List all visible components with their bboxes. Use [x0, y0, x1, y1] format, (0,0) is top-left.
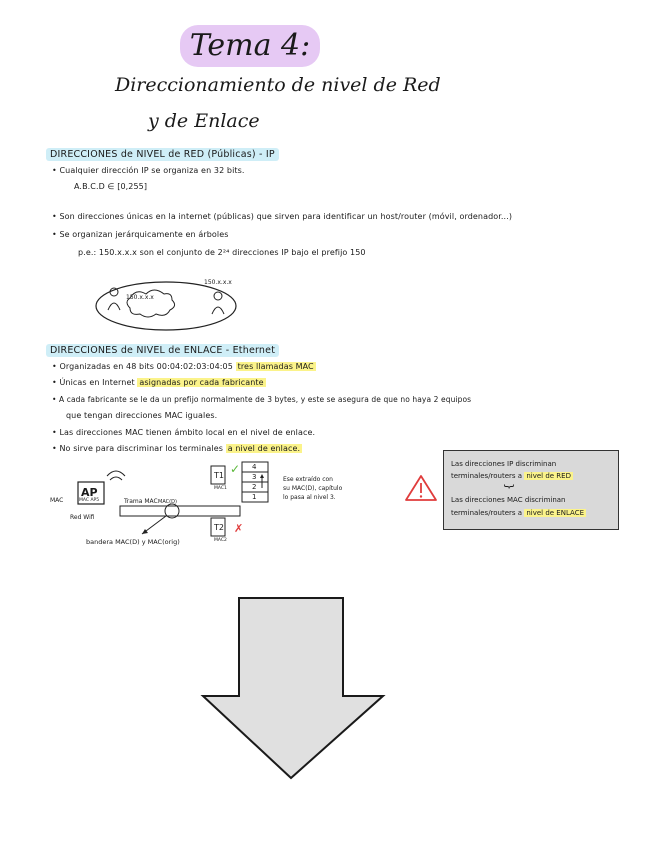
t2-label: T2: [214, 523, 224, 532]
cloud-label: 150.x.x.x: [204, 279, 232, 286]
ip-cloud-diagram: [88, 276, 258, 338]
mac-line-5: • Las direcciones MAC tienen ámbito local en el nivel de enlace.: [52, 428, 315, 437]
note-line-1-b: discriminan: [515, 460, 557, 468]
note-line-4-a: terminales/routers a: [451, 509, 523, 517]
stack-up-arrow-head: [260, 474, 264, 478]
person-icon-left: [108, 288, 120, 310]
note-line-3: [451, 496, 566, 504]
note-line-2: [451, 472, 573, 480]
t1-sub-label: MAC1: [214, 486, 227, 491]
mac-line-3: • A cada fabricante se le da un prefijo normalmente de 3 bytes, y este se asegura de que no haya 2 equipos: [52, 395, 471, 404]
note-brace: }: [503, 483, 516, 490]
stack-layer-3: 3: [252, 473, 257, 481]
mac-side-label: MAC: [50, 497, 64, 504]
note-line-2-a: terminales/routers a: [451, 472, 523, 480]
stack-layer-1: 1: [252, 493, 257, 501]
bottom-mac-label: bandera MAC(D) y MAC(orig): [86, 538, 180, 546]
mac-line-6-text: No sirve para discriminar los terminales: [59, 444, 224, 453]
frame-sub-label: MAC(D): [158, 499, 177, 505]
section-heading-mac: DIRECCIONES de NIVEL de ENLACE - Ethernet: [46, 344, 279, 357]
ip-line-4: • Se organizan jerárquicamente en árboles: [52, 230, 229, 239]
mac-line-2-text: Únicas en Internet: [59, 378, 135, 387]
t1-label: T1: [214, 471, 224, 480]
note-line-3-b: discriminan: [524, 496, 566, 504]
stack-layer-4: 4: [252, 463, 257, 471]
stack-note-1: Ese extraído con: [283, 476, 333, 483]
person-icon-right: [212, 292, 224, 314]
mac-line-1-text: Organizadas en 48 bits 00:04:02:03:04:05: [59, 362, 233, 371]
stack-layer-2: 2: [252, 483, 257, 491]
note-line-1: [451, 460, 556, 468]
mac-line-2-highlight: asignadas por cada fabricante: [139, 378, 264, 387]
ip-line-3: • Son direcciones únicas en la internet (públicas) que sirven para identificar un host/router (móvil, ordenador...): [52, 212, 512, 221]
ip-line-2: A.B.C.D ∈ [0,255]: [74, 182, 148, 191]
t2-sub-label: MAC2: [214, 538, 227, 543]
mac-line-4: que tengan direcciones MAC iguales.: [66, 411, 218, 420]
note-line-4-highlight: nivel de ENLACE: [526, 509, 584, 517]
ap-label: AP: [81, 486, 98, 499]
stack-note-3: lo pasa al nivel 3.: [283, 494, 336, 501]
warning-triangle-icon: [404, 474, 438, 502]
subtitle-line-2: y de Enlace: [148, 110, 260, 132]
note-line-2-highlight: nivel de RED: [526, 472, 571, 480]
ip-line-1: • Cualquier dirección IP se organiza en 32 bits.: [52, 166, 245, 175]
down-arrow-icon: [200, 596, 386, 782]
cloud-inner-label: 150.x.x.x: [126, 294, 154, 301]
mac-line-2: [52, 378, 266, 387]
note-line-4: [451, 509, 586, 517]
mac-line-6-highlight: a nivel de enlace.: [227, 444, 301, 453]
wifi-label: Red Wifi: [70, 514, 95, 521]
note-line-1-a: Las direcciones IP: [451, 460, 514, 468]
check-icon: ✓: [230, 462, 241, 476]
mac-line-6: [52, 444, 302, 453]
ip-line-5: p.e.: 150.x.x.x son el conjunto de 2²⁴ direcciones IP bajo el prefijo 150: [78, 248, 366, 257]
mac-line-1: [52, 362, 316, 371]
section-heading-ip: DIRECCIONES de NIVEL de RED (Públicas) - IP: [46, 148, 279, 161]
frame-label: Trama MAC: [124, 498, 158, 505]
page-title: Tema 4:: [189, 28, 311, 63]
mac-line-1-highlight: tres llamadas MAC: [237, 362, 314, 371]
subtitle-line-1: Direccionamiento de nivel de Red: [115, 74, 441, 96]
cross-icon: ✗: [234, 522, 244, 535]
stack-note-2: su MAC(D), capítulo: [283, 485, 343, 492]
ap-sub-label: MAC AP5: [79, 498, 100, 503]
wifi-icon: [107, 471, 125, 480]
note-line-3-a: Las direcciones MAC: [451, 496, 523, 504]
frame-bar: [120, 506, 240, 516]
